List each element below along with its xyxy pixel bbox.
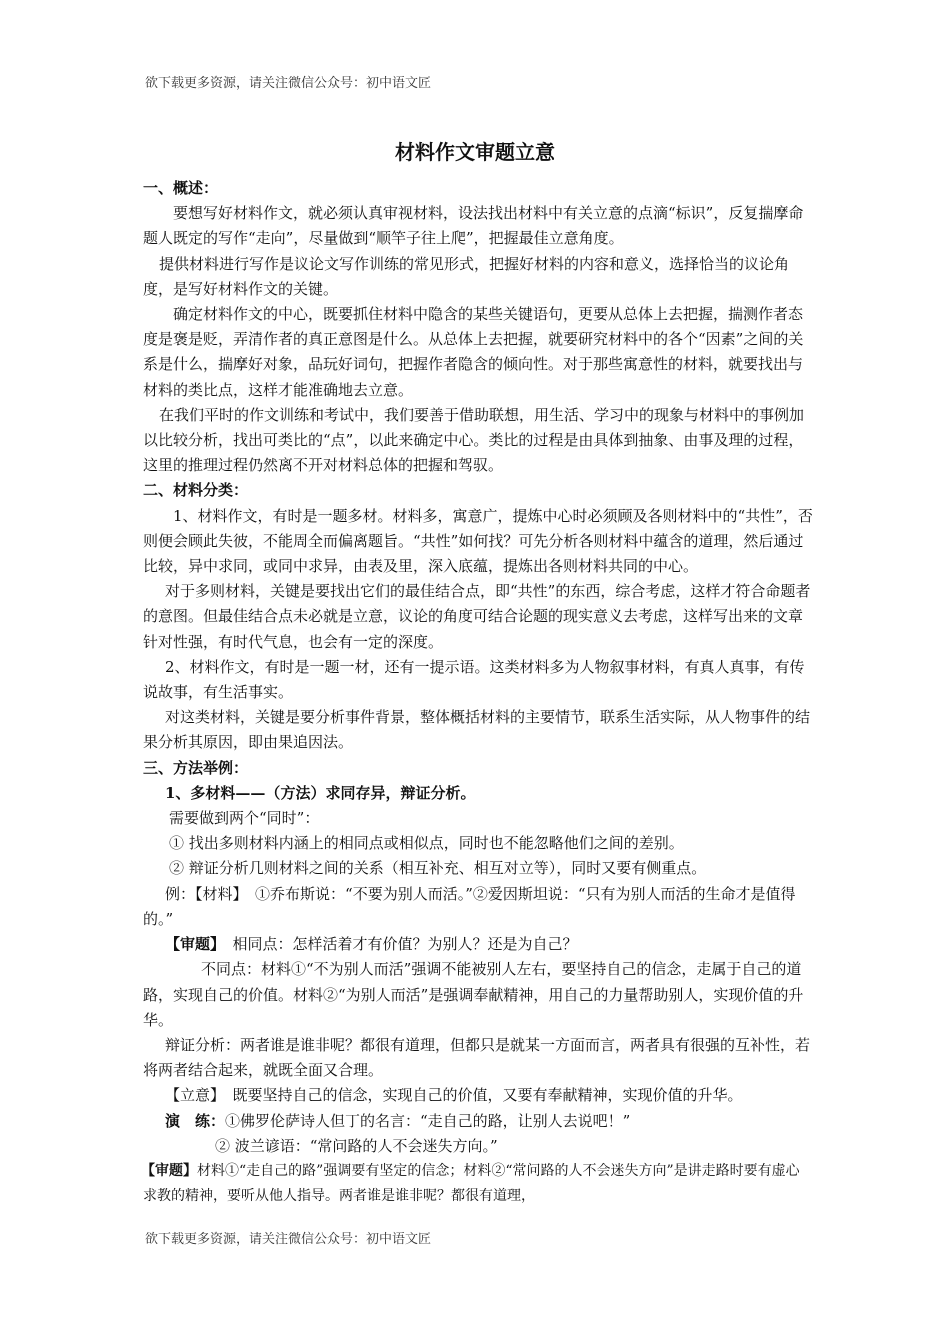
section-heading-overview: 一、概述： (143, 179, 219, 197)
analysis-text-2: 材料①“走自己的路”强调要有坚定的信念；材料②“常问路的人不会迷失方向”是讲走路时要有虚心求教的精神，要听从他人指导。两者谁是谁非呢？都很有道理， (143, 1162, 800, 1205)
paragraph: 1、材料作文，有时是一题多材。材料多，寓意广，提炼中心时必须顾及各则材料中的“共性”，否则便会顾此失彼，不能周全而偏离题旨。“共性”如何找？可先分析各则材料中蕴含的道理，然后通过比较，异中求同，或同中求异，由表及里，深入底蕴，提炼出各则材料共同的中心。 (143, 506, 813, 576)
thesis-label: 【立意】 (165, 1086, 218, 1105)
practice-paragraph (143, 1109, 813, 1134)
document-title: 材料作文审题立意 (395, 140, 555, 164)
paragraph: 对于多则材料，关键是要找出它们的最佳结合点，即“共性”的东西，综合考虑，这样才符合命题者的意图。但最佳结合点未必就是立意，议论的角度可结合论题的现实意义去考虑，这样写出来的文章针对性强，有时代气息，也会有一定的深度。 (143, 582, 811, 651)
analysis-paragraph-2 (143, 1159, 813, 1209)
paragraph: 提供材料进行写作是议论文写作训练的常见形式，把握好材料的内容和意义，选择恰当的议论角度，是写好材料作文的关键。 (143, 254, 790, 298)
thesis-text: 既要坚持自己的信念，实现自己的价值，又要有奉献精神，实现价值的升华。 (232, 1086, 743, 1105)
example-paragraph (143, 882, 813, 932)
paragraph: 不同点：材料①“不为别人而活”强调不能被别人左右，要坚持自己的信念，走属于自己的道路，实现自己的价值。材料②“为别人而活”是强调奉献精神，用自己的力量帮助别人，实现价值的升华。 (143, 960, 804, 1029)
example-text: ①乔布斯说：“不要为别人而活。”②爱因斯坦说：“只有为别人而活的生命才是值得的。” (143, 884, 796, 928)
paragraph: 在我们平时的作文训练和考试中，我们要善于借助联想，用生活、学习中的现象与材料中的事例加以比较分析，找出可类比的“点”，以此来确定中心。类比的过程是由具体到抽象、由事及理的过程，这里的推理过程仍然离不开对材料总体的把握和驾驭。 (143, 405, 805, 475)
section-heading-methods: 三、方法举例： (143, 758, 249, 777)
paragraph: 2、材料作文，有时是一题一材，还有一提示语。这类材料多为人物叙事材料，有真人真事，有传说故事，有生活事实。 (143, 657, 805, 702)
paragraph: 确定材料作文的中心，既要抓住材料中隐含的某些关键语句，更要从总体上去把握，揣测作者态度是褒是贬，弄清作者的真正意图是什么。从总体上去把握，就要研究材料中的各个“因素”之间的关系是什么，揣摩好对象，品玩好词句，把握作者隐含的倾向性。对于那些寓意性的材料，就要找出与材料的类比点，这样才能准确地去立意。 (143, 305, 804, 399)
practice-label: 演 练： (165, 1111, 226, 1130)
analysis-label: 【审题】 (165, 935, 218, 954)
paragraph: 需要做到两个“同时”： (169, 809, 320, 828)
thesis-paragraph (143, 1083, 813, 1108)
paragraph: 对这类材料，关键是要分析事件背景，整体概括材料的主要情节，联系生活实际，从人物事件的结果分析其原因，即由果追因法。 (143, 708, 811, 752)
paragraph: 要想写好材料作文，就必须认真审视材料，设法找出材料中有关立意的点滴“标识”，反复揣摩命题人既定的写作“走向”，尽量做到“顺竿子往上爬”，把握最佳立意角度。 (143, 204, 804, 248)
analysis-text: 相同点：怎样活着才有价值？为别人？还是为自己？ (232, 935, 578, 954)
list-item: ① 找出多则材料内涵上的相同点或相似点，同时也不能忽略他们之间的差别。 (169, 834, 684, 853)
example-label: 例：【材料】 (165, 884, 241, 903)
analysis-paragraph (143, 932, 813, 957)
section-heading-classification: 二、材料分类： (143, 481, 249, 500)
list-item: ② 辩证分析几则材料之间的关系（相互补充、相互对立等），同时又要有侧重点。 (169, 859, 707, 878)
practice-text: ①佛罗伦萨诗人但丁的名言：“走自己的路，让别人去说吧！” (225, 1111, 631, 1130)
document-body (143, 176, 813, 1209)
paragraph: 辩证分析：两者谁是谁非呢？都很有道理，但都只是就某一方面而言，两者具有很强的互补性，若将两者结合起来，就既全面又合理。 (143, 1035, 811, 1080)
practice-item: ② 波兰谚语：“常问路的人不会迷失方向。” (215, 1136, 498, 1155)
page-header: 欲下载更多资源，请关注微信公众号：初中语文匠 (145, 76, 432, 91)
method-heading: 1、多材料——（方法）求同存异，辩证分析。 (165, 783, 476, 802)
analysis-label-2: 【审题】 (141, 1162, 197, 1179)
page-footer: 欲下载更多资源，请关注微信公众号：初中语文匠 (145, 1232, 432, 1247)
